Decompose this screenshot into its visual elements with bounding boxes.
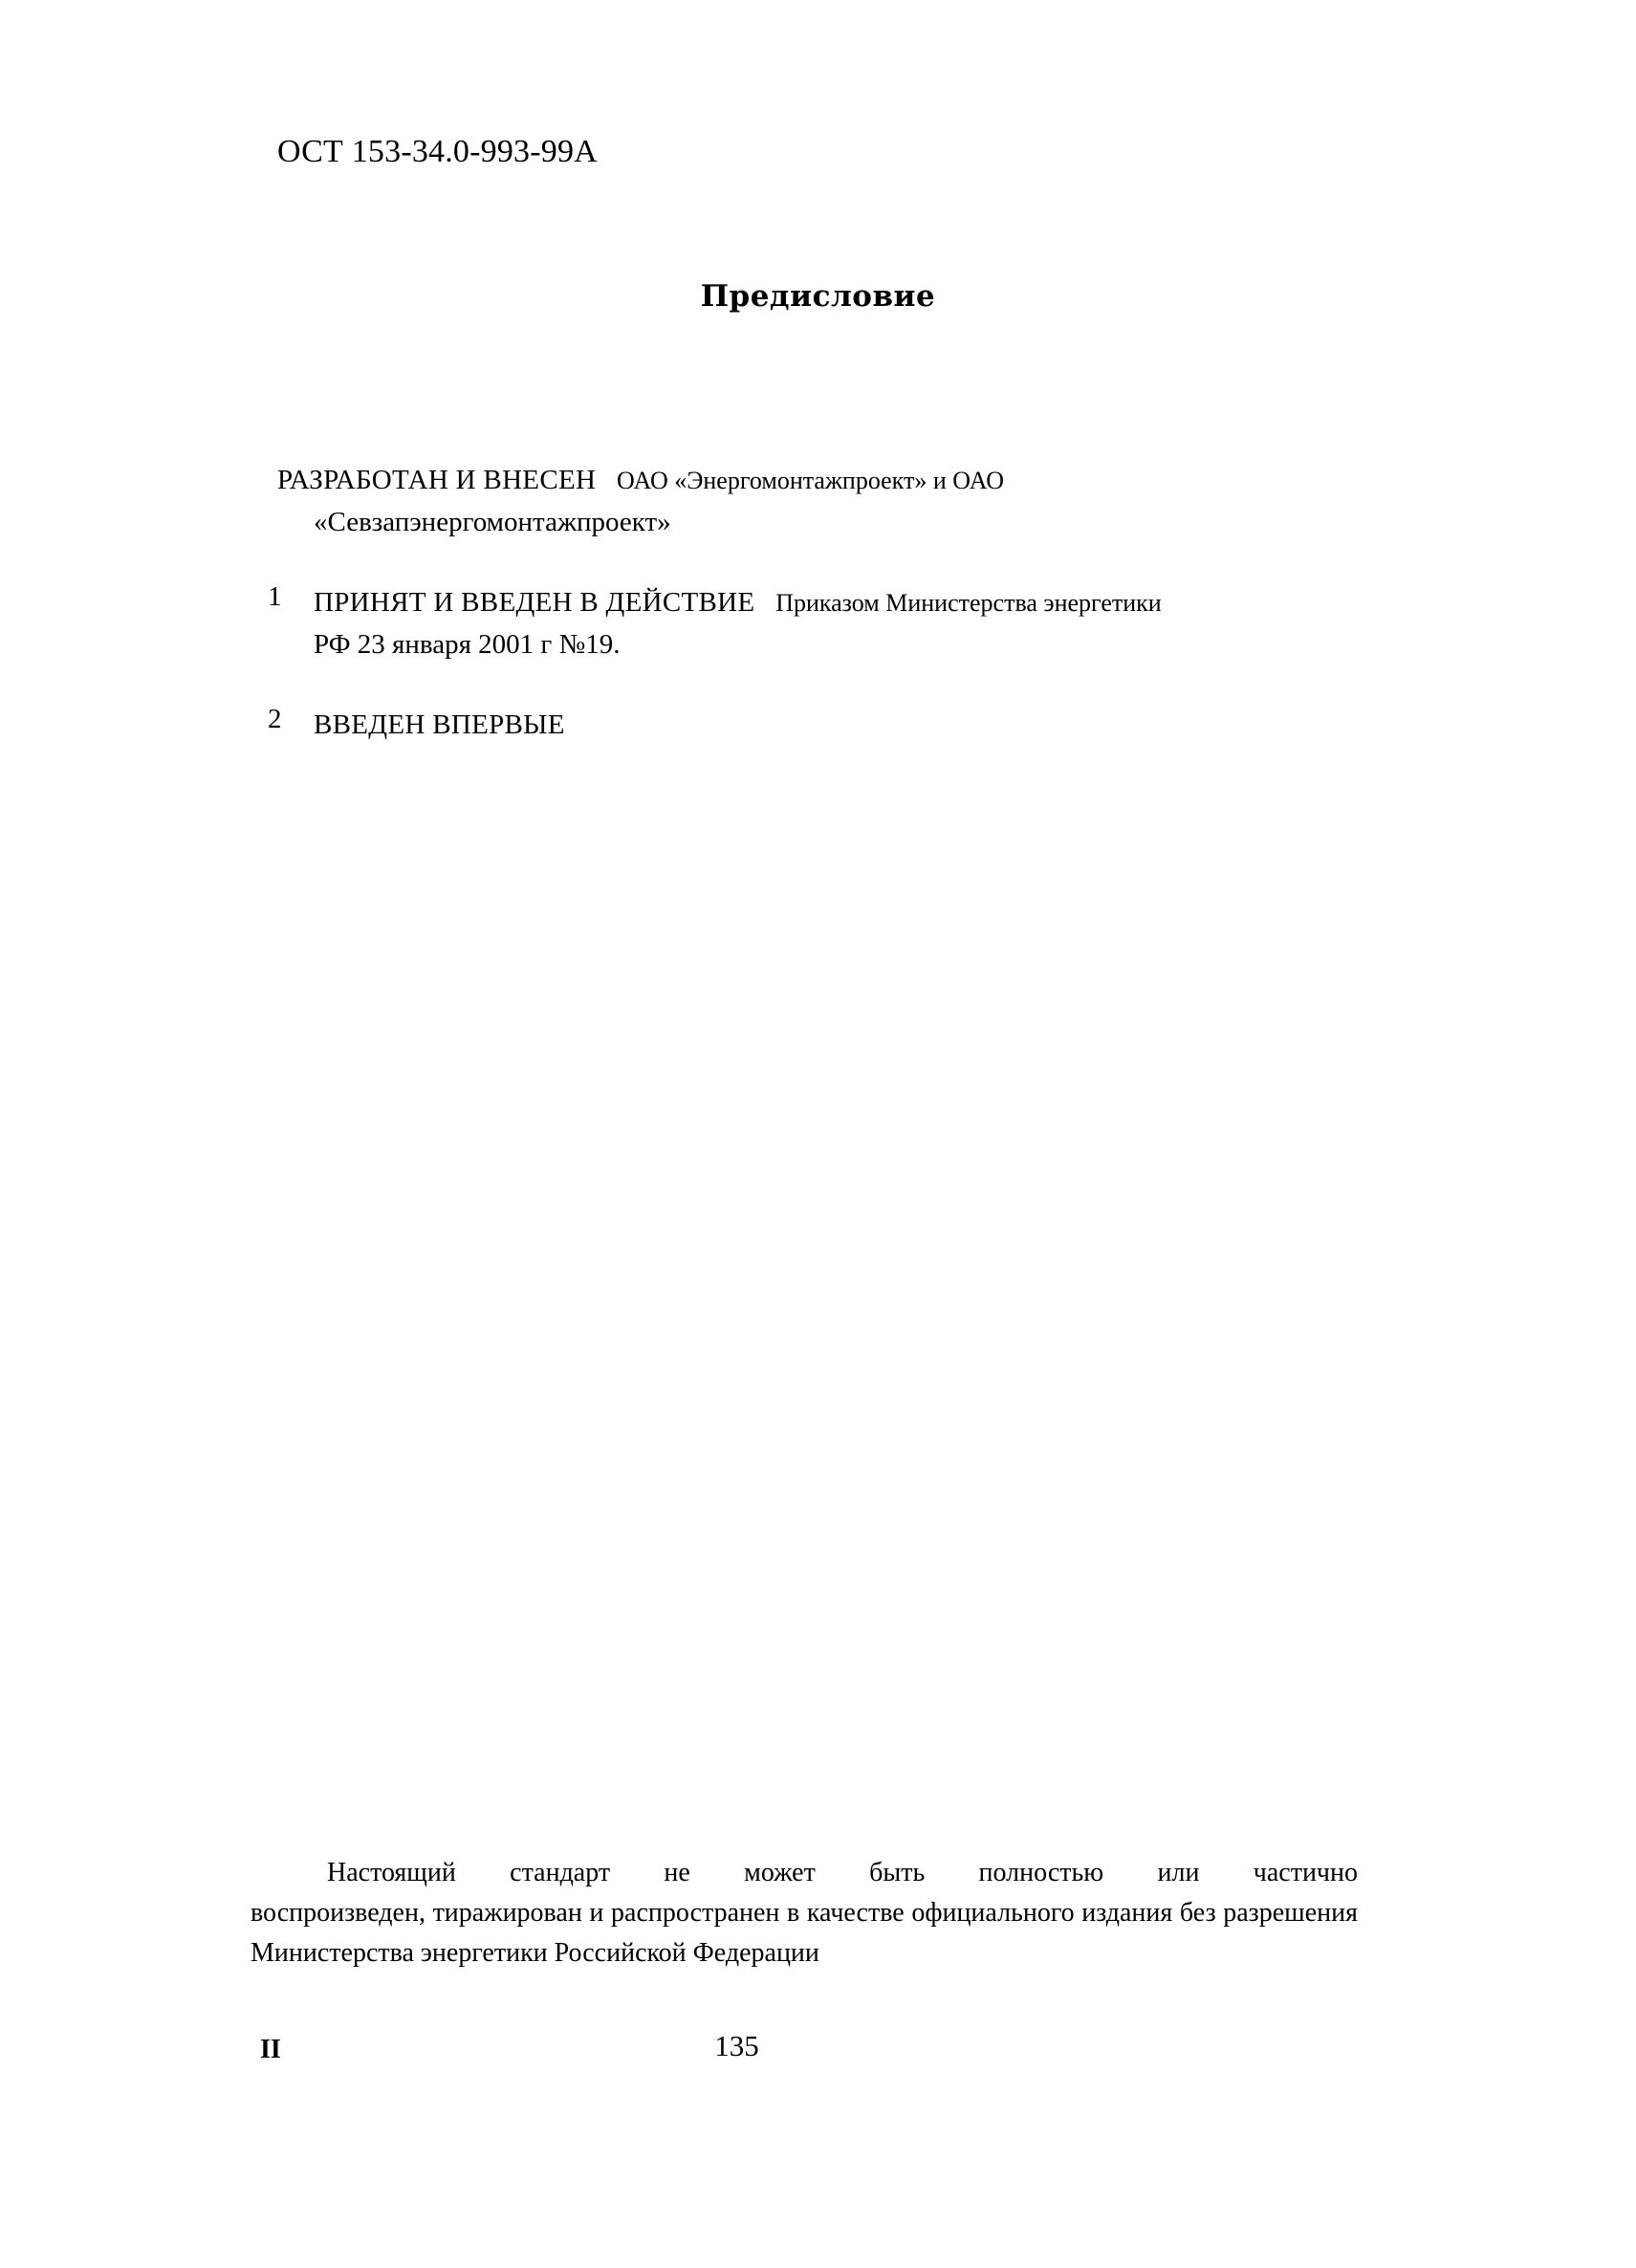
developed-by-line [277, 459, 1358, 501]
foreword-developed-by [277, 459, 1358, 543]
legal-notice-line-3: без разрешения Министерства энергетики Российской Федерации [251, 1898, 1358, 1968]
foreword-item-1 [268, 581, 1358, 665]
footer-page-number: 135 [714, 2029, 759, 2062]
foreword-item-1-line [314, 581, 1358, 623]
foreword-item-1-number: 1 [268, 581, 282, 613]
foreword-item-2-line [314, 704, 1358, 746]
developed-by-label: РАЗРАБОТАН И ВНЕСЕН [277, 465, 597, 495]
foreword-block [268, 459, 1358, 784]
foreword-item-2 [268, 704, 1358, 746]
legal-notice [251, 1853, 1358, 1974]
foreword-item-1-value: Приказом Министерства энергетики [775, 589, 1162, 618]
foreword-item-1-value-cont: РФ 23 января 2001 г №19. [314, 629, 621, 661]
footer-page-roman: II [260, 2035, 281, 2064]
legal-notice-line-1: Настоящий стандарт не может быть полностью или частично [327, 1858, 1358, 1887]
page-title: Предисловие [700, 279, 936, 314]
foreword-item-2-label: ВВЕДЕН ВПЕРВЫЕ [314, 709, 565, 741]
developed-by-value: ОАО «Энергомонтажпроект» и ОАО [616, 467, 1004, 494]
foreword-item-1-label: ПРИНЯТ И ВВЕДЕН В ДЕЙСТВИЕ [314, 587, 755, 619]
foreword-item-2-number: 2 [268, 704, 282, 735]
standard-number: ОСТ 153-34.0-993-99А [277, 134, 598, 169]
developed-by-value-cont: «Севзапэнергомонтажпроект» [314, 507, 671, 538]
legal-notice-line-2: воспроизведен, тиражирован и распространен в качестве официального издания [251, 1898, 1173, 1928]
